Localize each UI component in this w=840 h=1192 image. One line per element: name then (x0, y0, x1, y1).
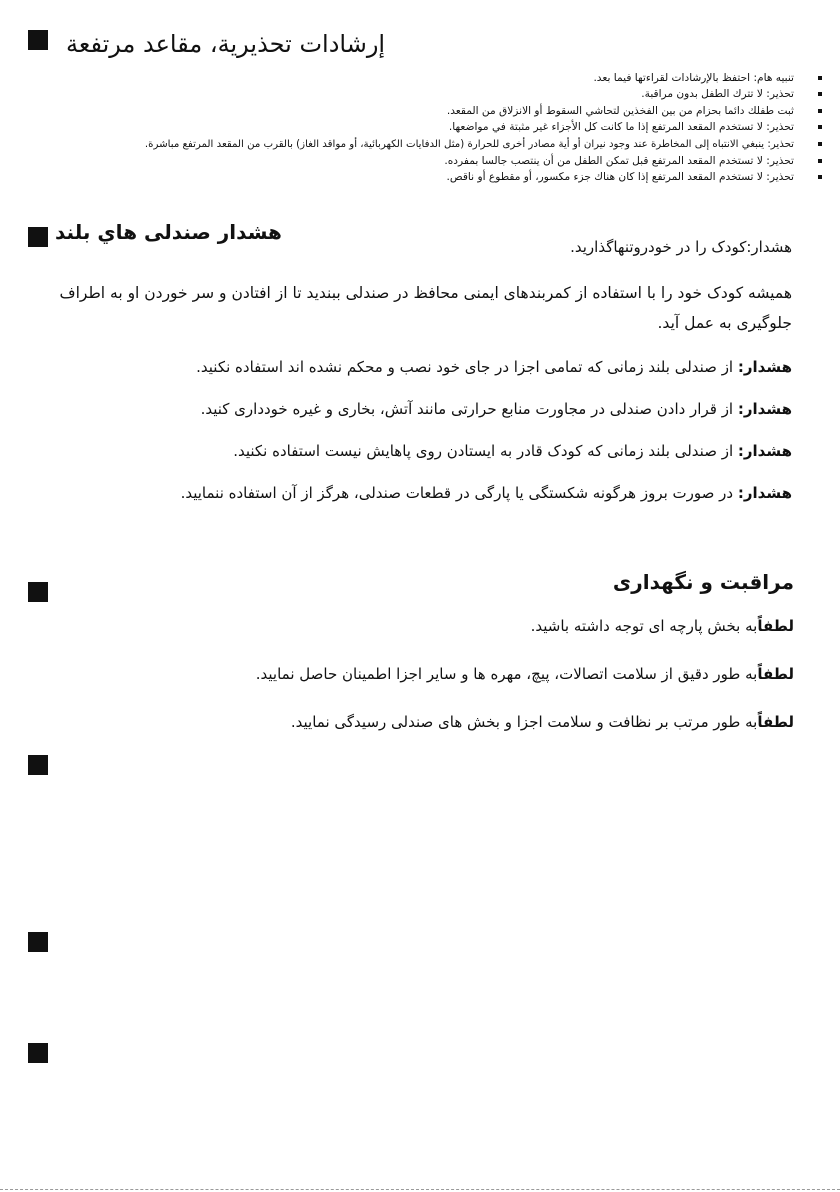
list-item (30, 430, 792, 472)
care-label: لطفاً (757, 713, 794, 731)
care-label: لطفاً (757, 617, 794, 635)
section-marker-empty-2 (28, 932, 48, 952)
list-item (30, 650, 794, 698)
list-item (30, 602, 794, 650)
section-marker-arabic (28, 30, 48, 50)
warning-label: هشدار: (737, 442, 792, 460)
bullet-icon (818, 92, 822, 96)
bullet-icon (818, 142, 822, 146)
care-label: لطفاً (757, 665, 794, 683)
list-item (20, 169, 822, 185)
care-text: به بخش پارچه ای توجه داشته باشيد. (530, 617, 758, 635)
care-text: به طور دقيق از سلامت اتصالات، پيچ، مهره ها و ساير اجزا اطمينان حاصل نماييد. (255, 665, 758, 683)
arabic-section-title: إرشادات تحذيرية، مقاعد مرتفعة (66, 30, 386, 58)
persian-warning-paragraph: هميشه کودک خود را با استفاده از کمربندهای ايمنی محافظ در صندلی ببنديد تا از افتادن و سر خوردن او به اطراف جلوگيری به عمل آيد. (59, 284, 792, 332)
care-text: به طور مرتب بر نظافت و سلامت اجزا و بخش های صندلی رسيدگی نماييد. (290, 713, 758, 731)
list-item (20, 70, 822, 86)
list-item-text: تحذير: لا تترك الطفل بدون مراقبة. (641, 88, 794, 101)
list-item-text: تحذير: لا تستخدم المقعد المرتفع قبل تمكن الطفل من أن ينتصب جالسا بمفرده. (444, 155, 794, 168)
list-item-text: تحذير: ينبغي الانتباه إلى المخاطرة عند وجود نيران أو أية مصادر أخرى للحرارة (مثل الدفايات الكهربائية، أو مواقد الغاز) بالقرب من المقعد المرتفع مباشرة. (144, 138, 794, 150)
warning-label: هشدار: (737, 400, 792, 418)
list-item (30, 346, 792, 388)
list-item-text: تحذير: لا تستخدم المقعد المرتفع إذا كان هناك جزء مكسور، أو مقطوع أو ناقص. (446, 171, 794, 184)
bullet-icon (818, 109, 822, 113)
list-item-text: ثبت طفلك دائما بحزام من بين الفخذين لتحاشي السقوط أو الانزلاق من المقعد. (446, 104, 794, 117)
persian-warning-list (30, 346, 792, 514)
warning-label: هشدار: (737, 358, 792, 376)
section-marker-empty-1 (28, 755, 48, 775)
bullet-icon (818, 125, 822, 129)
list-item (20, 136, 822, 153)
list-item (30, 472, 792, 514)
care-section-title: مراقبت و نگهداری (612, 570, 794, 594)
list-item (20, 153, 822, 169)
bullet-icon (818, 175, 822, 179)
section-marker-empty-3 (28, 1043, 48, 1063)
warning-text: در صورت بروز هرگونه شکستگی يا پارگی در قطعات صندلی، هرگز از آن استفاده ننماييد. (180, 484, 734, 502)
list-item (30, 388, 792, 430)
warning-text: از صندلی بلند زمانی که تمامی اجزا در جای خود نصب و محکم نشده اند استفاده نکنيد. (196, 358, 734, 376)
bullet-icon (818, 159, 822, 163)
list-item-text: تنبيه هام: احتفظ بالإرشادات لقراءتها فيما بعد. (593, 72, 794, 84)
persian-warning-title: هشدار صندلی هاي بلند (55, 220, 282, 244)
bullet-icon (818, 76, 822, 80)
list-item (30, 698, 794, 746)
section-marker-care (28, 582, 48, 602)
list-item (20, 86, 822, 102)
list-item-text: تحذير: لا تستخدم المقعد المرتفع إذا ما كانت كل الأجزاء غير مثبتة في مواضعها. (448, 121, 794, 134)
section-marker-persian-warnings (28, 227, 48, 247)
warning-text: از قرار دادن صندلی در مجاورت منابع حرارتی مانند آتش، بخاری و غيره خودداری کنيد. (200, 400, 734, 418)
page-bottom-rule (0, 1189, 840, 1190)
list-item (20, 103, 822, 119)
arabic-warning-list (20, 70, 822, 186)
warning-text: از صندلی بلند زمانی که کودک قادر به ايستادن روی پاهايش نيست استفاده نکنيد. (233, 442, 734, 460)
care-list (30, 602, 794, 746)
list-item (20, 119, 822, 135)
warning-label: هشدار: (737, 484, 792, 502)
persian-warning-intro: هشدار:کودک را در خودروتنهاگذاريد. (570, 238, 792, 256)
